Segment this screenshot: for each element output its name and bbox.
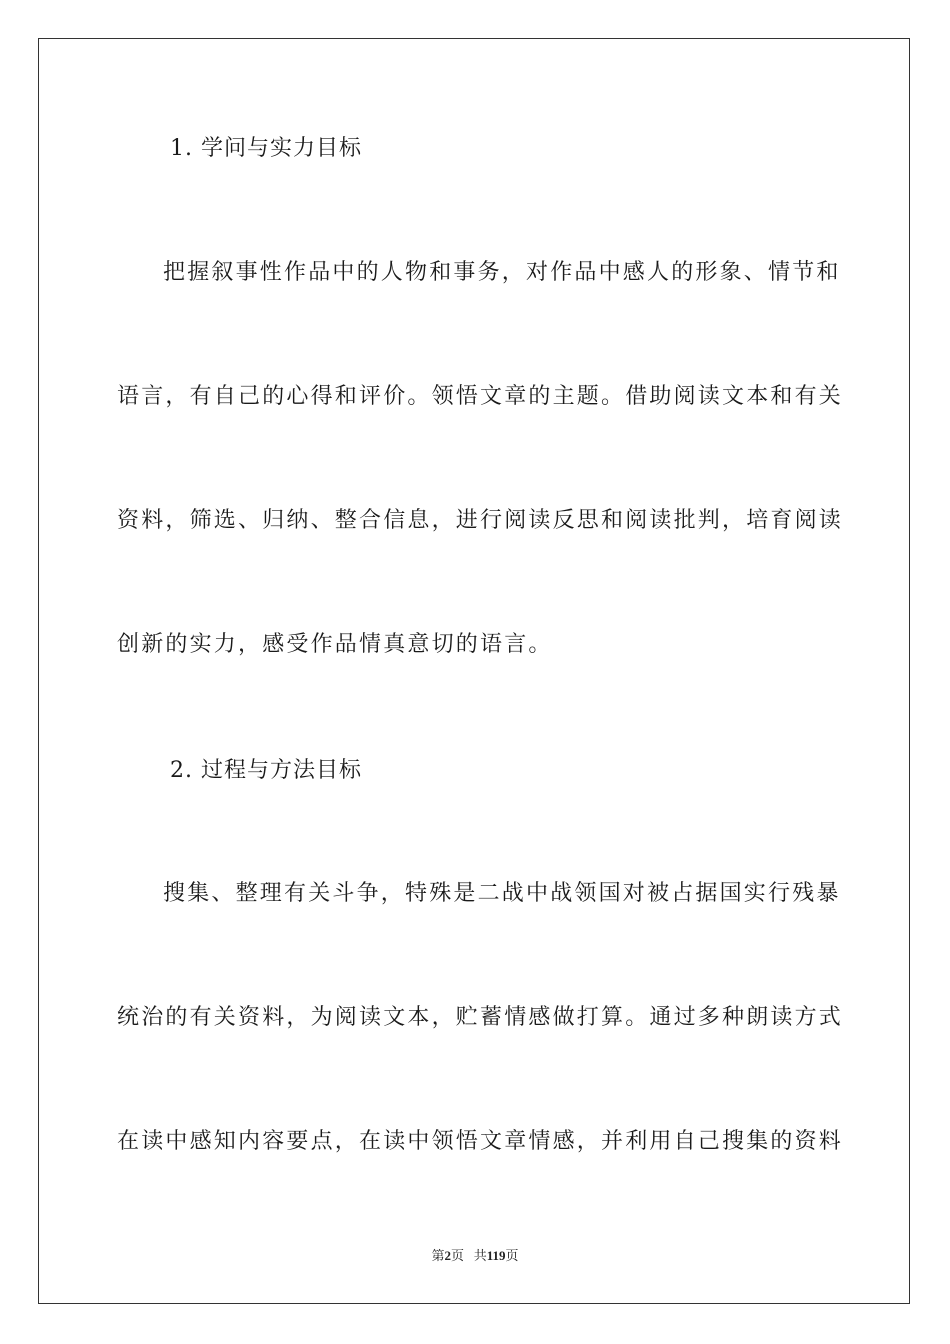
section-heading-2: 2. 过程与方法目标 [170, 758, 362, 783]
paragraph-line: 资料，筛选、归纳、整合信息，进行阅读反思和阅读批判，培育阅读 [117, 508, 844, 533]
page-border [38, 38, 910, 1304]
paragraph-line: 搜集、整理有关斗争，特殊是二战中战领国对被占据国实行残暴 [163, 881, 841, 906]
current-page-number: 2 [444, 1248, 451, 1263]
page-unit: 页 [450, 1248, 464, 1263]
page-footer [0, 1247, 950, 1265]
paragraph-line: 把握叙事性作品中的人物和事务，对作品中感人的形象、情节和 [163, 260, 841, 285]
paragraph-line: 在读中感知内容要点，在读中领悟文章情感，并利用自己搜集的资料 [117, 1129, 844, 1154]
page-prefix: 第 [431, 1248, 445, 1263]
paragraph-line: 创新的实力，感受作品情真意切的语言。 [117, 632, 553, 657]
total-prefix: 共 [473, 1248, 487, 1263]
total-page-count: 119 [486, 1248, 506, 1263]
section-heading-1: 1. 学问与实力目标 [170, 136, 362, 161]
paragraph-line: 语言，有自己的心得和评价。领悟文章的主题。借助阅读文本和有关 [117, 384, 844, 409]
paragraph-line: 统治的有关资料，为阅读文本，贮蓄情感做打算。通过多种朗读方式 [117, 1005, 844, 1030]
total-unit: 页 [505, 1248, 519, 1263]
